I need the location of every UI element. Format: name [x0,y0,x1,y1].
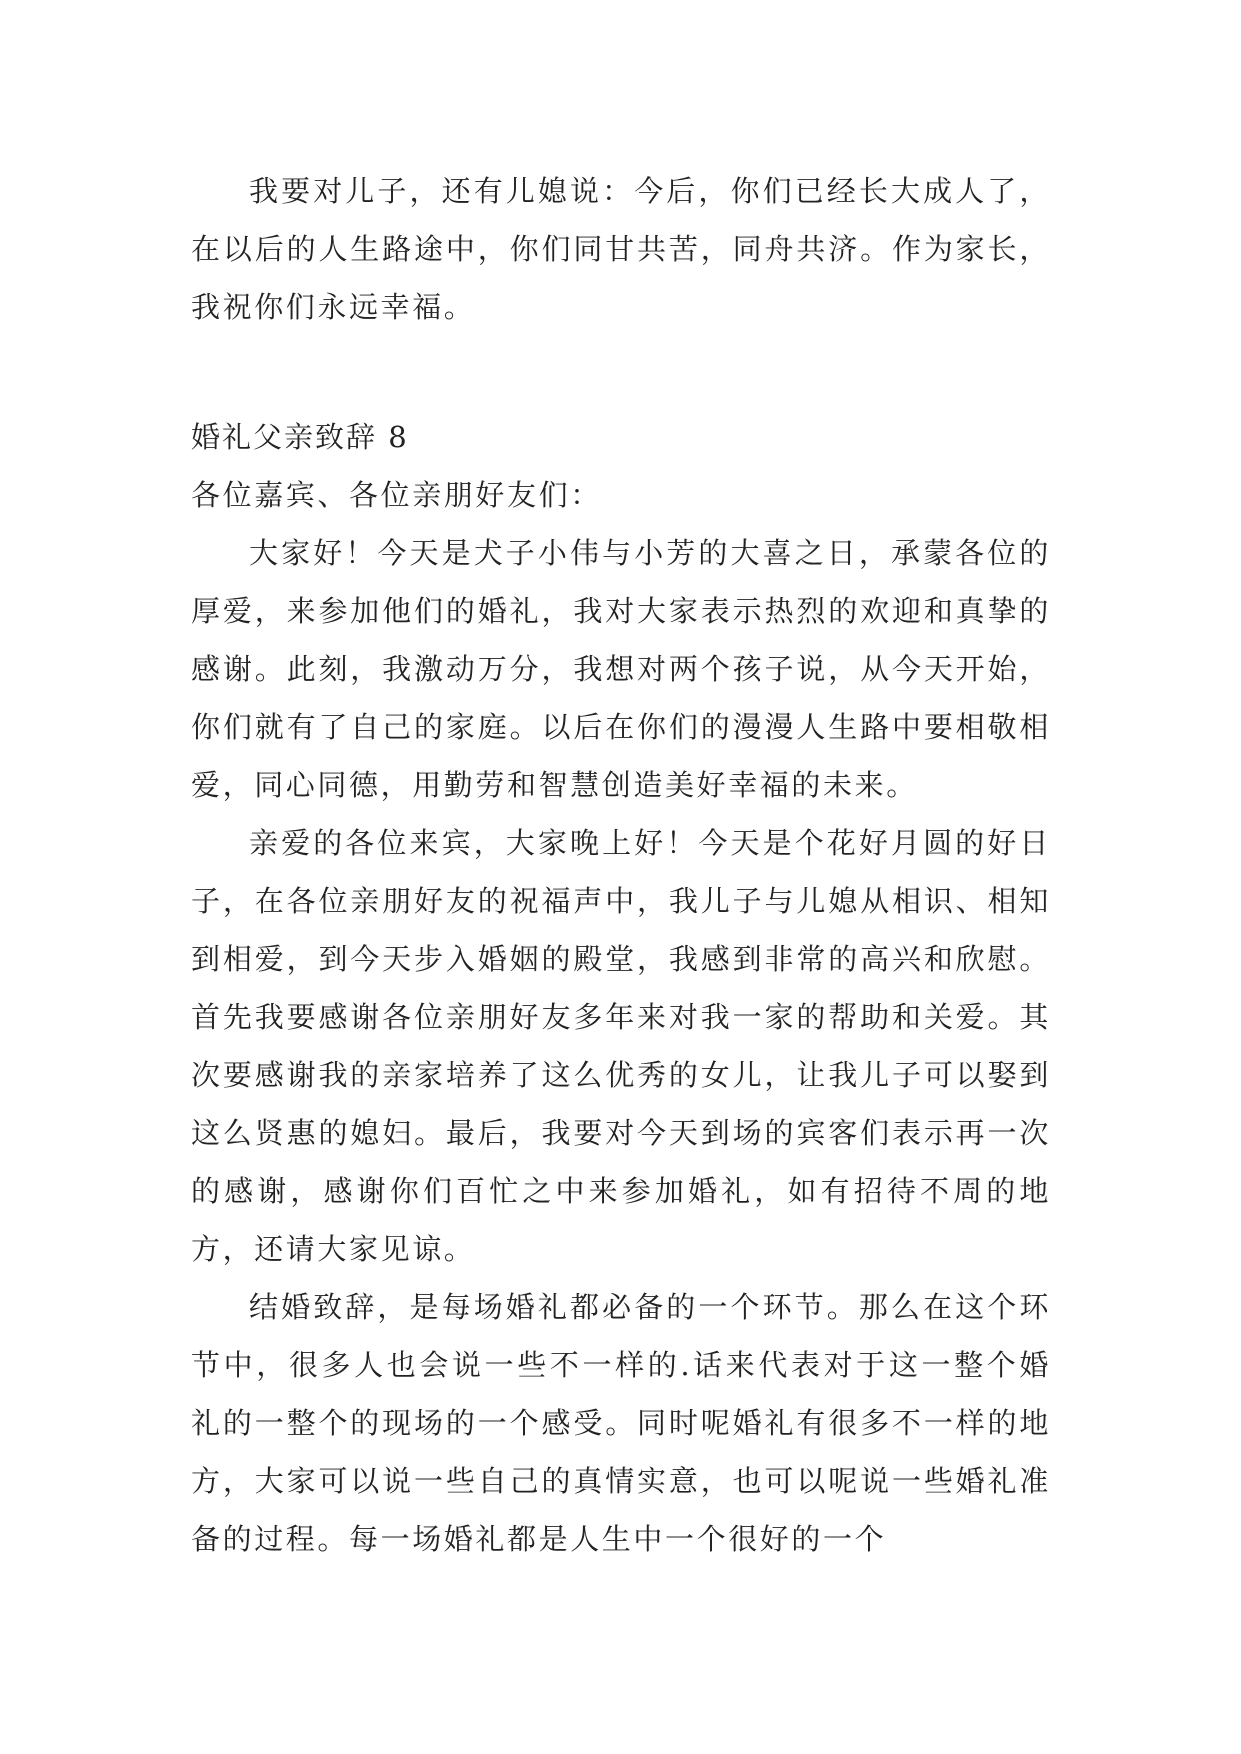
paragraph-3: 结婚致辞，是每场婚礼都必备的一个环节。那么在这个环节中，很多人也会说一些不一样的.话来代表对于这一整个婚礼的一整个的现场的一个感受。同时呢婚礼有很多不一样的地方，大家可以说一些自己的真情实意，也可以呢说一些婚礼准备的过程。每一场婚礼都是人生中一个很好的一个 [191,1290,1051,1556]
paragraph-1: 大家好！今天是犬子小伟与小芳的大喜之日，承蒙各位的厚爱，来参加他们的婚礼，我对大家表示热烈的欢迎和真挚的感谢。此刻，我激动万分，我想对两个孩子说，从今天开始，你们就有了自己的家庭。以后在你们的漫漫人生路中要相敬相爱，同心同德，用勤劳和智慧创造美好幸福的未来。 [191,536,1051,802]
section-gap [191,336,1051,408]
salutation: 各位嘉宾、各位亲朋好友们： [191,478,602,512]
document-body [191,162,1051,1568]
section-title: 婚礼父亲致辞 8 [191,420,409,454]
paragraph-2: 亲爱的各位来宾，大家晚上好！今天是个花好月圆的好日子，在各位亲朋好友的祝福声中，我儿子与儿媳从相识、相知到相爱，到今天步入婚姻的殿堂，我感到非常的高兴和欣慰。首先我要感谢各位亲朋好友多年来对我一家的帮助和关爱。其次要感谢我的亲家培养了这么优秀的女儿，让我儿子可以娶到这么贤惠的媳妇。最后，我要对今天到场的宾客们表示再一次的感谢，感谢你们百忙之中来参加婚礼，如有招待不周的地方，还请大家见谅。 [191,826,1051,1266]
paragraph-intro: 我要对儿子，还有儿媳说：今后，你们已经长大成人了，在以后的人生路途中，你们同甘共苦，同舟共济。作为家长，我祝你们永远幸福。 [191,174,1051,324]
